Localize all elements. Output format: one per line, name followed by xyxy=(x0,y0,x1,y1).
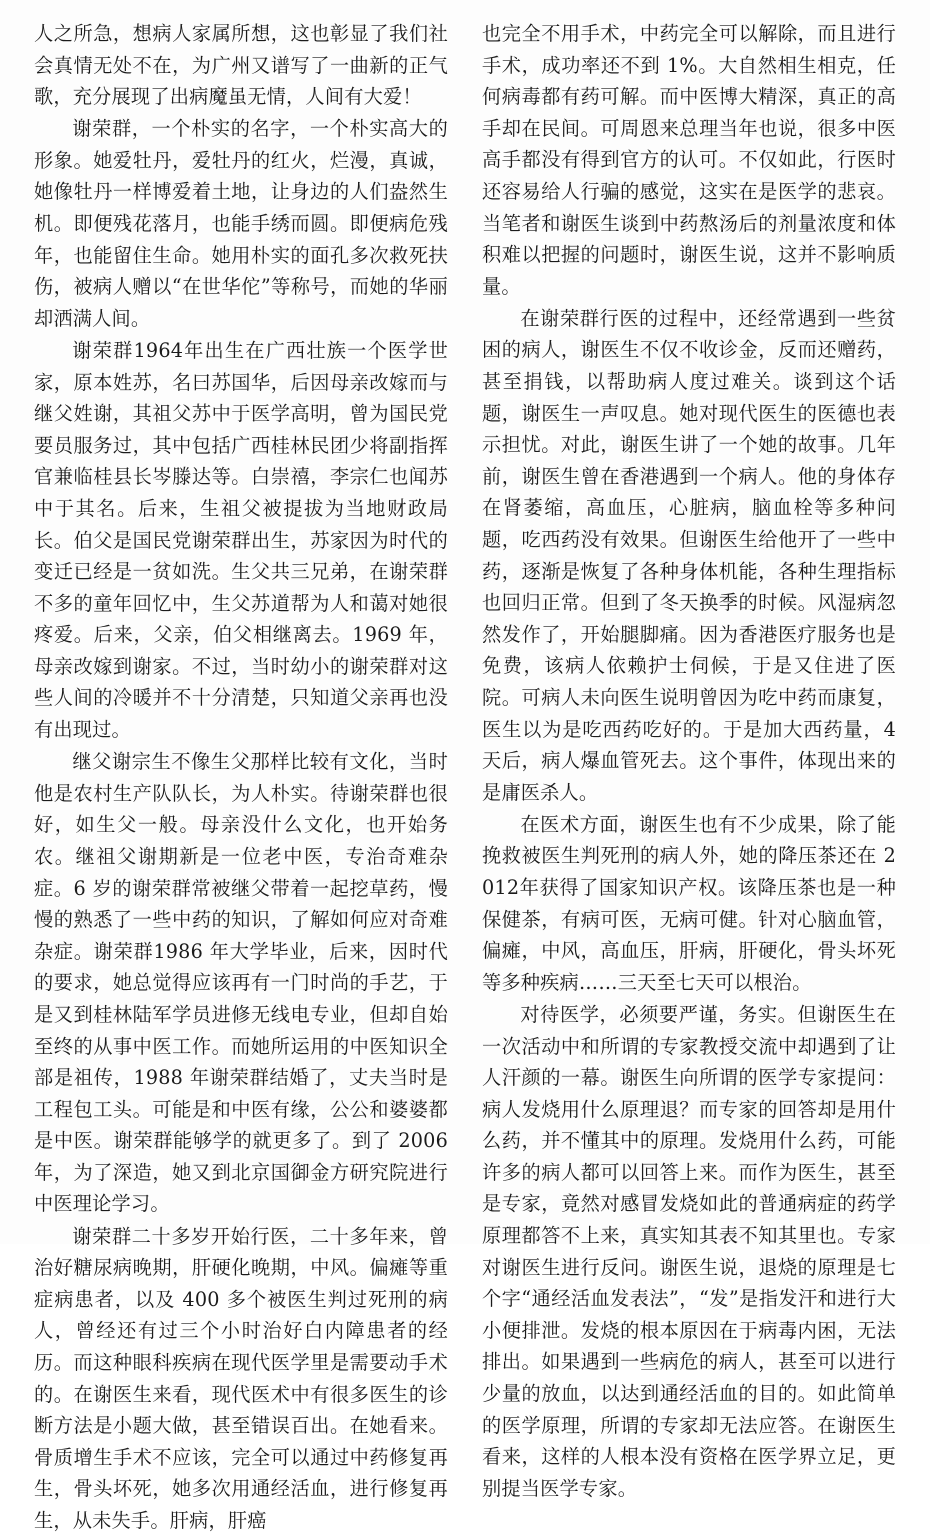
left-column xyxy=(34,18,448,1532)
paragraph: 继父谢宗生不像生父那样比较有文化，当时他是农村生产队队长，为人朴实。待谢荣群也很好，如生父一般。母亲没什么文化，也开始务农。继祖父谢期新是一位老中医，专治奇难杂症。6 岁的谢荣群常被继父带着一起挖草药，慢慢的熟悉了一些中药的知识，了解如何应对奇难杂症。谢荣群1986 年大学毕业，后来，因时代的要求，她总觉得应该再有一门时尚的手艺，于是又到桂林陆军学员进修无线电专业，但却自始至终的从事中医工作。而她所运用的中医知识全部是祖传，1988 年谢荣群结婚了，丈夫当时是工程包工头。可能是和中医有缘，公公和婆婆都是中医。谢荣群能够学的就更多了。到了 2006 年，为了深造，她又到北京国御金方研究院进行中医理论学习。 xyxy=(34,750,448,1216)
paragraph: 人之所急，想病人家属所想，这也彰显了我们社会真情无处不在，为广州又谱写了一曲新的正气歌，充分展现了出病魔虽无情，人间有大爱！ xyxy=(34,22,448,109)
paragraph: 谢荣群，一个朴实的名字，一个朴实高大的形象。她爱牡丹，爱牡丹的红火，烂漫，真诚，她像牡丹一样博爱着土地，让身边的人们盎然生机。即便残花落月，也能手绣而圆。即便病危残年，也能留住生命。她用朴实的面孔多次救死扶伤，被病人赠以“在世华佗”等称号，而她的华丽却洒满人间。 xyxy=(34,117,448,330)
paragraph: 谢荣群二十多岁开始行医，二十多年来，曾治好糖尿病晚期，肝硬化晚期，中风。偏瘫等重症病患者，以及 400 多个被医生判过死刑的病人，曾经还有过三个小时治好白内障患者的经历。而这种眼科疾病在现代医学里是需要动手术的。在谢医生来看，现代医术中有很多医生的诊断方法是小题大做，甚至错误百出。在她看来。骨质增生手术不应该，完全可以通过中药修复再生，骨头坏死，她多次用通经活血，进行修复再生，从未失手。肝病，肝癌 xyxy=(34,1224,448,1532)
right-column xyxy=(482,18,896,1500)
paragraph: 谢荣群1964年出生在广西壮族一个医学世家，原本姓苏，名曰苏国华，后因母亲改嫁而与继父姓谢，其祖父苏中于医学高明，曾为国民党要员服务过，其中包括广西桂林民团少将副指挥官兼临桂县长岑滕达等。白崇禧，李宗仁也闻苏中于其名。后来，生祖父被提拔为当地财政局长。伯父是国民党谢荣群出生，苏家因为时代的变迁已经是一贫如洗。生父共三兄弟，在谢荣群不多的童年回忆中，生父苏道帮为人和蔼对她很疼爱。后来，父亲，伯父相继离去。1969 年，母亲改嫁到谢家。不过，当时幼小的谢荣群对这些人间的冷暖并不十分清楚，只知道父亲再也没有出现过。 xyxy=(34,338,448,742)
two-column-layout xyxy=(34,18,896,1532)
paragraph: 在谢荣群行医的过程中，还经常遇到一些贫困的病人，谢医生不仅不收诊金，反而还赠药，甚至捐钱，以帮助病人度过难关。谈到这个话题，谢医生一声叹息。她对现代医生的医德也表示担忧。对此，谢医生讲了一个她的故事。几年前，谢医生曾在香港遇到一个病人。他的身体存在肾萎缩，高血压，心脏病，脑血栓等多种问题，吃西药没有效果。但谢医生给他开了一些中药，逐渐是恢复了各种身体机能，各种生理指标也回归正常。但到了冬天换季的时候。风湿病忽然发作了，开始腿脚痛。因为香港医疗服务也是免费，该病人依赖护士伺候，于是又住进了医院。可病人未向医生说明曾因为吃中药而康复，医生以为是吃西药吃好的。于是加大西药量，4 天后，病人爆血管死去。这个事件，体现出来的是庸医杀人。 xyxy=(482,306,896,804)
paragraph: 对待医学，必须要严谨，务实。但谢医生在一次活动中和所谓的专家教授交流中却遇到了让人汗颜的一幕。谢医生向所谓的医学专家提问：病人发烧用什么原理退？而专家的回答却是用什么药，并不懂其中的原理。发烧用什么药，可能许多的病人都可以回答上来。而作为医生，甚至是专家，竟然对感冒发烧如此的普通病症的药学原理都答不上来，真实知其表不知其里也。专家对谢医生进行反问。谢医生说，退烧的原理是七个字“通经活血发表法”，“发”是指发汗和进行大小便排泄。发烧的根本原因在于病毒内困，无法排出。如果遇到一些病危的病人，甚至可以进行少量的放血，以达到通经活血的目的。如此简单的医学原理，所谓的专家却无法应答。在谢医生看来，这样的人根本没有资格在医学界立足，更别提当医学专家。 xyxy=(482,1002,896,1500)
paragraph: 也完全不用手术，中药完全可以解除，而且进行手术，成功率还不到 1%。大自然相生相克，任何病毒都有药可解。而中医博大精深，真正的高手却在民间。可周恩来总理当年也说，很多中医高手都没有得到官方的认可。不仅如此，行医时还容易给人行骗的感觉，这实在是医学的悲哀。当笔者和谢医生谈到中药熬汤后的剂量浓度和体积难以把握的问题时，谢医生说，这并不影响质量。 xyxy=(482,22,896,298)
paragraph: 在医术方面，谢医生也有不少成果，除了能挽救被医生判死刑的病人外，她的降压茶还在 2012年获得了国家知识产权。该降压茶也是一种保健茶，有病可医，无病可健。针对心脑血管，偏瘫，中风，高血压，肝病，肝硬化，骨头坏死等多种疾病……三天至七天可以根治。 xyxy=(482,812,896,994)
